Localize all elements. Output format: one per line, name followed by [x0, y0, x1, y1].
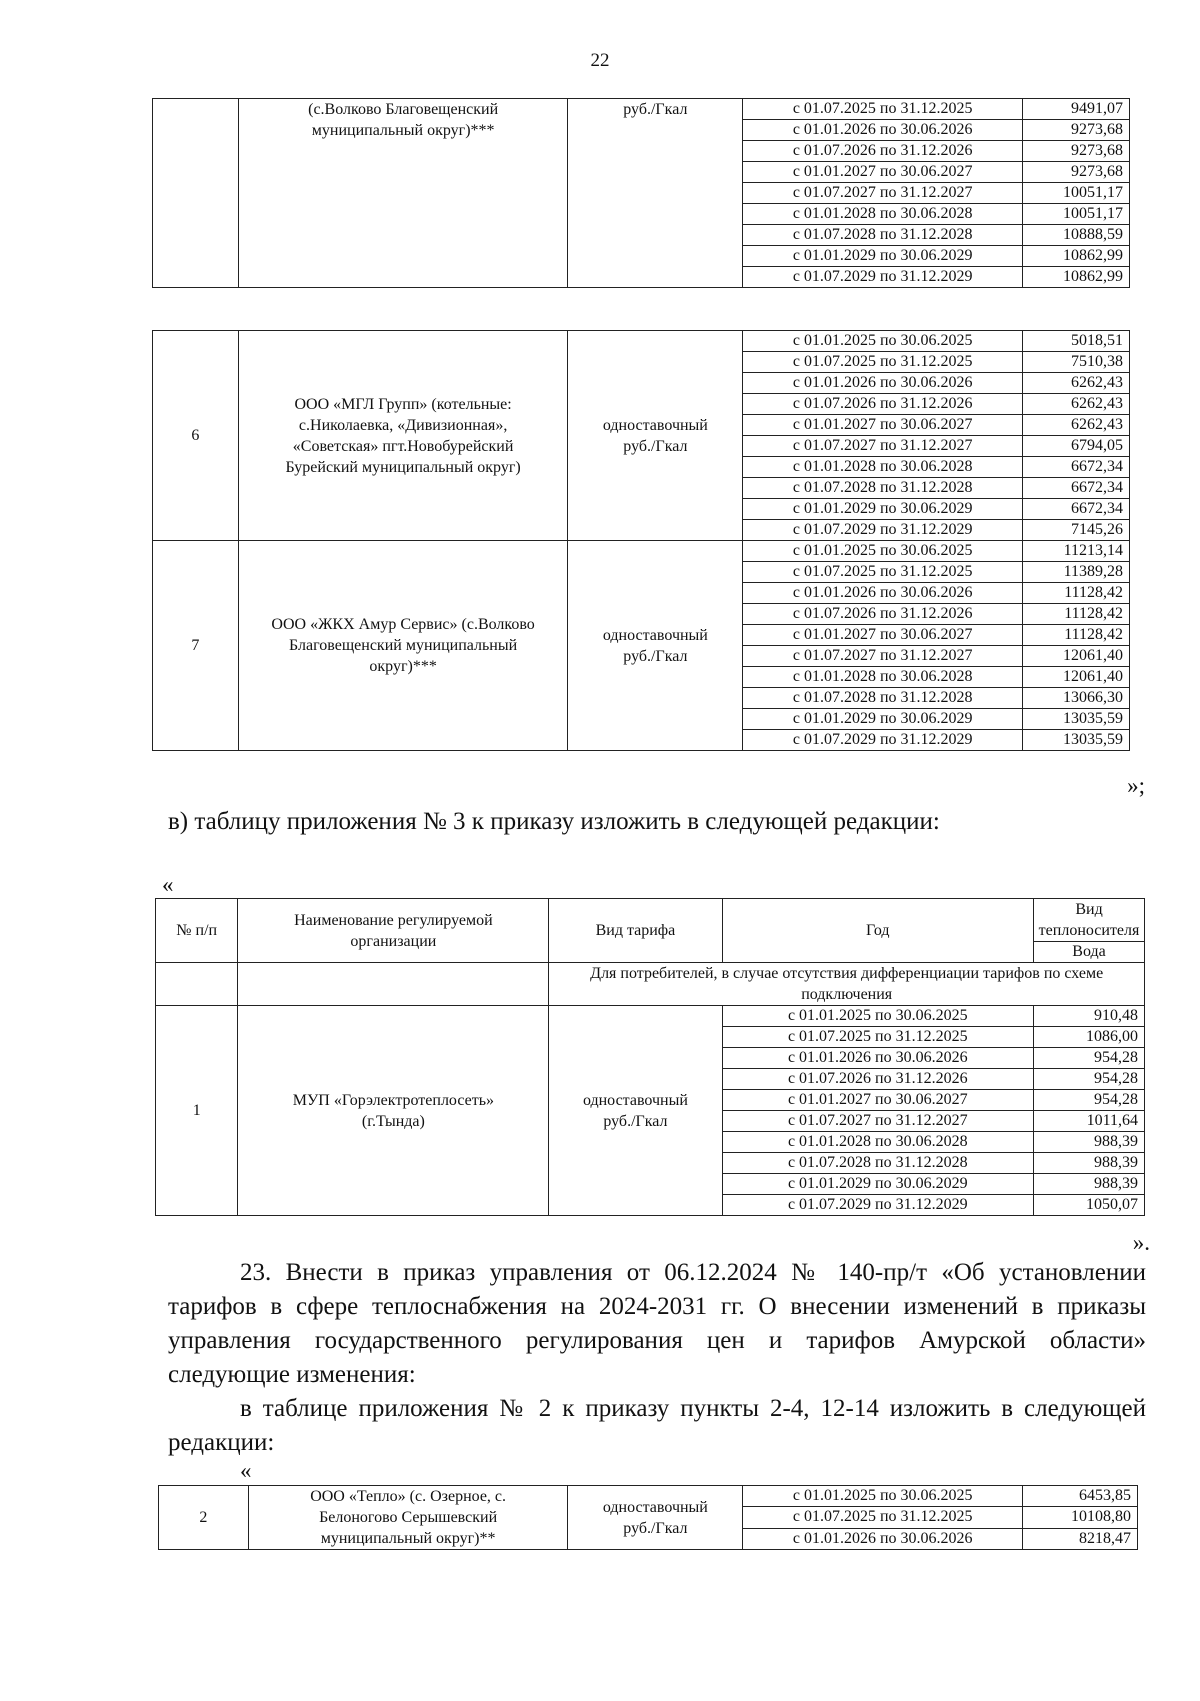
- period-cell: с 01.07.2025 по 31.12.2025: [722, 1027, 1034, 1048]
- value-cell: 1086,00: [1034, 1027, 1145, 1048]
- paragraph-v: в) таблицу приложения № 3 к приказу изложить в следующей редакции:: [168, 808, 940, 835]
- value-cell: 9491,07: [1023, 99, 1130, 120]
- row-number: 2: [159, 1486, 249, 1550]
- tariff-type: руб./Гкал: [568, 99, 743, 288]
- value-cell: 6453,85: [1023, 1486, 1138, 1507]
- period-cell: с 01.07.2026 по 31.12.2026: [743, 604, 1023, 625]
- period-cell: с 01.01.2026 по 30.06.2026: [743, 120, 1023, 141]
- period-cell: с 01.07.2027 по 31.12.2027: [743, 183, 1023, 204]
- value-cell: 988,39: [1034, 1174, 1145, 1195]
- value-cell: 9273,68: [1023, 141, 1130, 162]
- value-cell: 10862,99: [1023, 267, 1130, 288]
- table-c-body: [156, 899, 1145, 1216]
- period-cell: с 01.01.2028 по 30.06.2028: [743, 457, 1023, 478]
- row-number: 7: [153, 541, 239, 751]
- value-cell: 6262,43: [1023, 373, 1130, 394]
- header-org: Наименование регулируемой организации: [238, 899, 549, 963]
- value-cell: 11128,42: [1023, 625, 1130, 646]
- subheader-empty-1: [156, 963, 238, 1006]
- period-cell: с 01.07.2025 по 31.12.2025: [743, 562, 1023, 583]
- value-cell: 954,28: [1034, 1048, 1145, 1069]
- value-cell: 988,39: [1034, 1132, 1145, 1153]
- value-cell: 13066,30: [1023, 688, 1130, 709]
- value-cell: 13035,59: [1023, 709, 1130, 730]
- table-row: [153, 541, 1130, 562]
- value-cell: 6262,43: [1023, 394, 1130, 415]
- value-cell: 6672,34: [1023, 478, 1130, 499]
- value-cell: 11128,42: [1023, 604, 1130, 625]
- opening-quote-2: «: [240, 1458, 252, 1483]
- period-cell: с 01.07.2028 по 31.12.2028: [722, 1153, 1034, 1174]
- value-cell: 7145,26: [1023, 520, 1130, 541]
- period-cell: с 01.01.2029 по 30.06.2029: [743, 709, 1023, 730]
- organization-name: ООО «МГЛ Групп» (котельные: с.Николаевка, «Дивизионная», «Советская» пгт.Новобурейский Бурейский муниципальный округ): [238, 331, 568, 541]
- value-cell: 10108,80: [1023, 1507, 1138, 1528]
- tariff-table-items-6-7: [152, 330, 1130, 751]
- header-tariff: Вид тарифа: [549, 899, 722, 963]
- tariff-table-continued: [152, 98, 1130, 288]
- value-cell: 954,28: [1034, 1069, 1145, 1090]
- period-cell: с 01.01.2028 по 30.06.2028: [743, 204, 1023, 225]
- header-num: № п/п: [156, 899, 238, 963]
- period-cell: с 01.01.2028 по 30.06.2028: [743, 667, 1023, 688]
- table-row: [153, 99, 1130, 120]
- period-cell: с 01.07.2028 по 31.12.2028: [743, 225, 1023, 246]
- table-row: [159, 1486, 1138, 1507]
- organization-name: МУП «Горэлектротеплосеть» (г.Тында): [238, 1006, 549, 1216]
- period-cell: с 01.07.2026 по 31.12.2026: [722, 1069, 1034, 1090]
- value-cell: 11389,28: [1023, 562, 1130, 583]
- value-cell: 11128,42: [1023, 583, 1130, 604]
- value-cell: 6794,05: [1023, 436, 1130, 457]
- period-cell: с 01.01.2025 по 30.06.2025: [743, 331, 1023, 352]
- period-cell: с 01.01.2029 по 30.06.2029: [743, 499, 1023, 520]
- period-cell: с 01.07.2028 по 31.12.2028: [743, 688, 1023, 709]
- tariff-type: одноставочный руб./Гкал: [549, 1006, 722, 1216]
- value-cell: 9273,68: [1023, 120, 1130, 141]
- value-cell: 6672,34: [1023, 457, 1130, 478]
- period-cell: с 01.07.2029 по 31.12.2029: [743, 730, 1023, 751]
- value-cell: 10888,59: [1023, 225, 1130, 246]
- period-cell: с 01.07.2029 по 31.12.2029: [743, 267, 1023, 288]
- value-cell: 6262,43: [1023, 415, 1130, 436]
- period-cell: с 01.01.2027 по 30.06.2027: [743, 415, 1023, 436]
- value-cell: 12061,40: [1023, 667, 1130, 688]
- period-cell: с 01.07.2027 по 31.12.2027: [743, 646, 1023, 667]
- value-cell: 8218,47: [1023, 1528, 1138, 1549]
- value-cell: 9273,68: [1023, 162, 1130, 183]
- period-cell: с 01.07.2026 по 31.12.2026: [743, 394, 1023, 415]
- period-cell: с 01.07.2025 по 31.12.2025: [743, 352, 1023, 373]
- period-cell: с 01.01.2026 по 30.06.2026: [743, 583, 1023, 604]
- value-cell: 11213,14: [1023, 541, 1130, 562]
- value-cell: 910,48: [1034, 1006, 1145, 1027]
- period-cell: с 01.01.2025 по 30.06.2025: [743, 541, 1023, 562]
- tariff-type: одноставочный руб./Гкал: [568, 331, 743, 541]
- value-cell: 12061,40: [1023, 646, 1130, 667]
- period-cell: с 01.01.2027 по 30.06.2027: [722, 1090, 1034, 1111]
- tariff-type: одноставочный руб./Гкал: [568, 541, 743, 751]
- value-cell: 954,28: [1034, 1090, 1145, 1111]
- opening-quote: «: [162, 872, 174, 897]
- subheader-consumers: Для потребителей, в случае отсутствия дифференциации тарифов по схеме подключения: [549, 963, 1145, 1006]
- row-number: 1: [156, 1006, 238, 1216]
- table-d-body: [159, 1486, 1138, 1550]
- row-number: [153, 99, 239, 288]
- period-cell: с 01.07.2025 по 31.12.2025: [743, 99, 1023, 120]
- paragraph-23b-text: в таблице приложения № 2 к приказу пункты 2-4, 12-14 изложить в следующей редакции:: [168, 1395, 1146, 1456]
- table-row: [153, 331, 1130, 352]
- appendix-2-tariff-table: [158, 1485, 1138, 1550]
- closing-quote: »;: [1127, 773, 1145, 798]
- value-cell: 6672,34: [1023, 499, 1130, 520]
- value-cell: 13035,59: [1023, 730, 1130, 751]
- value-cell: 1011,64: [1034, 1111, 1145, 1132]
- header-carrier: Вид теплоносителя: [1034, 899, 1145, 942]
- paragraph-23b: [168, 1392, 1146, 1460]
- table-a-body: [153, 99, 1130, 288]
- value-cell: 10051,17: [1023, 183, 1130, 204]
- period-cell: с 01.07.2026 по 31.12.2026: [743, 141, 1023, 162]
- period-cell: с 01.01.2026 по 30.06.2026: [743, 373, 1023, 394]
- value-cell: 5018,51: [1023, 331, 1130, 352]
- tariff-type: одноставочный руб./Гкал: [568, 1486, 743, 1550]
- value-cell: 7510,38: [1023, 352, 1130, 373]
- value-cell: 988,39: [1034, 1153, 1145, 1174]
- period-cell: с 01.07.2027 по 31.12.2027: [743, 436, 1023, 457]
- period-cell: с 01.01.2028 по 30.06.2028: [722, 1132, 1034, 1153]
- organization-name: (с.Волково Благовещенский муниципальный округ)***: [238, 99, 568, 288]
- period-cell: с 01.07.2029 по 31.12.2029: [743, 520, 1023, 541]
- organization-name: ООО «Тепло» (с. Озерное, с. Белоногово Серышевский муниципальный округ)**: [248, 1486, 568, 1550]
- period-cell: с 01.07.2025 по 31.12.2025: [743, 1507, 1023, 1528]
- paragraph-23-text: 23. Внести в приказ управления от 06.12.2024 № 140-пр/т «Об установлении тарифов в сфере теплоснабжения на 2024-2031 гг. О внесении изменений в приказы управления государственного регулирования цен и тарифов Амурской области» следующие изменения:: [168, 1259, 1146, 1388]
- period-cell: с 01.01.2027 по 30.06.2027: [743, 162, 1023, 183]
- paragraph-23: [168, 1256, 1146, 1392]
- period-cell: с 01.01.2026 по 30.06.2026: [722, 1048, 1034, 1069]
- period-cell: с 01.07.2028 по 31.12.2028: [743, 478, 1023, 499]
- period-cell: с 01.01.2027 по 30.06.2027: [743, 625, 1023, 646]
- closing-quote-2: ».: [1132, 1230, 1150, 1255]
- appendix-3-tariff-table: [155, 898, 1145, 1216]
- period-cell: с 01.07.2029 по 31.12.2029: [722, 1195, 1034, 1216]
- value-cell: 10051,17: [1023, 204, 1130, 225]
- organization-name: ООО «ЖКХ Амур Сервис» (с.Волково Благовещенский муниципальный округ)***: [238, 541, 568, 751]
- subheader-empty-2: [238, 963, 549, 1006]
- header-water: Вода: [1034, 942, 1145, 963]
- page-number: 22: [590, 50, 610, 71]
- table-b-body: [153, 331, 1130, 751]
- header-year: Год: [722, 899, 1034, 963]
- table-row: [156, 1006, 1145, 1027]
- row-number: 6: [153, 331, 239, 541]
- period-cell: с 01.01.2025 по 30.06.2025: [722, 1006, 1034, 1027]
- period-cell: с 01.01.2029 по 30.06.2029: [743, 246, 1023, 267]
- period-cell: с 01.07.2027 по 31.12.2027: [722, 1111, 1034, 1132]
- value-cell: 10862,99: [1023, 246, 1130, 267]
- period-cell: с 01.01.2026 по 30.06.2026: [743, 1528, 1023, 1549]
- period-cell: с 01.01.2029 по 30.06.2029: [722, 1174, 1034, 1195]
- period-cell: с 01.01.2025 по 30.06.2025: [743, 1486, 1023, 1507]
- value-cell: 1050,07: [1034, 1195, 1145, 1216]
